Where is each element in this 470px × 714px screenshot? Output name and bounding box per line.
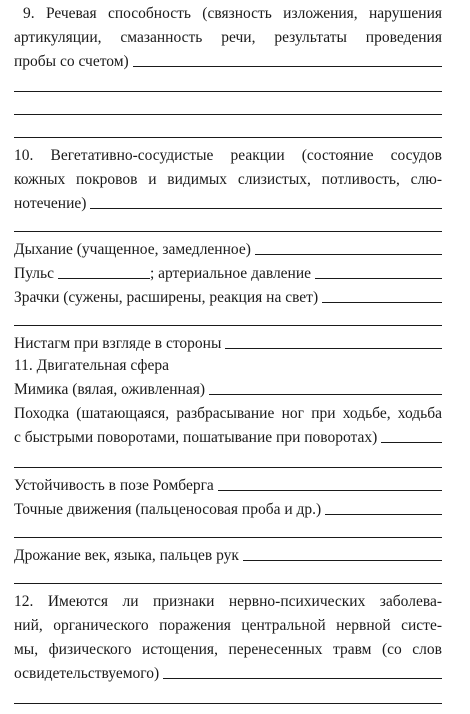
s12-text-1: 12. Имеются ли признаки нервно-психических заболева- — [14, 593, 442, 610]
s12-text-3: мы, физического истощения, перенесенных травм (со слов — [14, 641, 442, 658]
speech-answer-line-3[interactable] — [14, 114, 442, 115]
s12-line-1 — [14, 590, 442, 613]
s9-line-1 — [14, 2, 442, 25]
pulse-label: Пульс — [14, 265, 54, 282]
nystagmus-label: Нистагм при взгляде в стороны — [14, 335, 222, 352]
gait-field-line-2[interactable] — [14, 467, 442, 468]
vegetative-answer-field[interactable] — [90, 208, 442, 209]
tremor-field-line-2[interactable] — [14, 583, 442, 584]
s9-text-1: 9. Речевая способность (связность изложения, нарушения — [23, 5, 442, 22]
speech-answer-field[interactable] — [133, 66, 442, 67]
precise-row — [14, 498, 442, 521]
pupils-label: Зрачки (сужены, расширены, реакция на свет) — [14, 289, 319, 306]
s10-text-2: кожных покровов и видимых слизистых, потливость, слю- — [14, 171, 442, 188]
breathing-field[interactable] — [255, 254, 442, 255]
speech-answer-line-4[interactable] — [14, 137, 442, 138]
romberg-row — [14, 474, 442, 497]
romberg-label: Устойчивость в позе Ромберга — [14, 477, 214, 494]
vegetative-answer-line-2[interactable] — [14, 231, 442, 232]
s10-text-3: нотечение) — [14, 195, 87, 212]
s10-line-1 — [14, 144, 442, 167]
mimicry-row — [14, 378, 442, 401]
pressure-field[interactable] — [315, 278, 442, 279]
s9-text-3: пробы со счетом) — [14, 53, 129, 70]
romberg-field[interactable] — [218, 490, 442, 491]
s9-line-3 — [14, 50, 442, 73]
gait-label-1: Походка (шатающаяся, разбрасывание ног при ходьбе, ходьба — [14, 405, 442, 422]
pupils-row — [14, 286, 442, 309]
s12-line-3 — [14, 638, 442, 661]
pupils-field[interactable] — [322, 302, 442, 303]
s10-line-3 — [14, 192, 442, 215]
s12-line-2 — [14, 614, 442, 637]
breathing-label: Дыхание (учащенное, замедленное) — [14, 241, 251, 258]
precise-field-line-2[interactable] — [14, 537, 442, 538]
precise-field[interactable] — [325, 514, 442, 515]
pulse-field[interactable] — [58, 278, 150, 279]
gait-label-2: с быстрыми поворотами, пошатывание при поворотах) — [14, 429, 378, 446]
gait-row-2 — [14, 426, 442, 449]
mimicry-label: Мимика (вялая, оживленная) — [14, 381, 205, 398]
pulse-pressure-row — [14, 262, 442, 285]
tremor-field[interactable] — [243, 560, 442, 561]
mimicry-field[interactable] — [209, 394, 442, 395]
precise-label: Точные движения (пальценосовая проба и др.) — [14, 501, 322, 518]
s9-line-2 — [14, 26, 442, 49]
s12-line-4 — [14, 662, 442, 685]
tremor-row — [14, 544, 442, 567]
diseases-answer-field[interactable] — [163, 678, 442, 679]
pupils-field-line-2[interactable] — [14, 325, 442, 326]
pressure-label: ; артериальное давление — [149, 265, 312, 282]
gait-row-1 — [14, 402, 442, 425]
s11-title: 11. Двигательная сфера — [14, 357, 169, 374]
s12-text-4: освидетельствуемого) — [14, 665, 160, 682]
s10-text-1: 10. Вегетативно-сосудистые реакции (состояние сосудов — [14, 147, 442, 164]
s9-text-2: артикуляции, смазанность речи, результаты проведения — [14, 29, 442, 46]
s10-line-2 — [14, 168, 442, 191]
s11-title-row — [14, 354, 442, 377]
nystagmus-row — [14, 332, 442, 355]
s12-text-2: ний, органического поражения центральной нервной систе- — [14, 617, 442, 634]
gait-field[interactable] — [381, 442, 442, 443]
breathing-row — [14, 238, 442, 261]
speech-answer-line-2[interactable] — [14, 91, 442, 92]
tremor-label: Дрожание век, языка, пальцев рук — [14, 547, 239, 564]
diseases-answer-line-2[interactable] — [14, 703, 442, 704]
nystagmus-field[interactable] — [225, 348, 442, 349]
